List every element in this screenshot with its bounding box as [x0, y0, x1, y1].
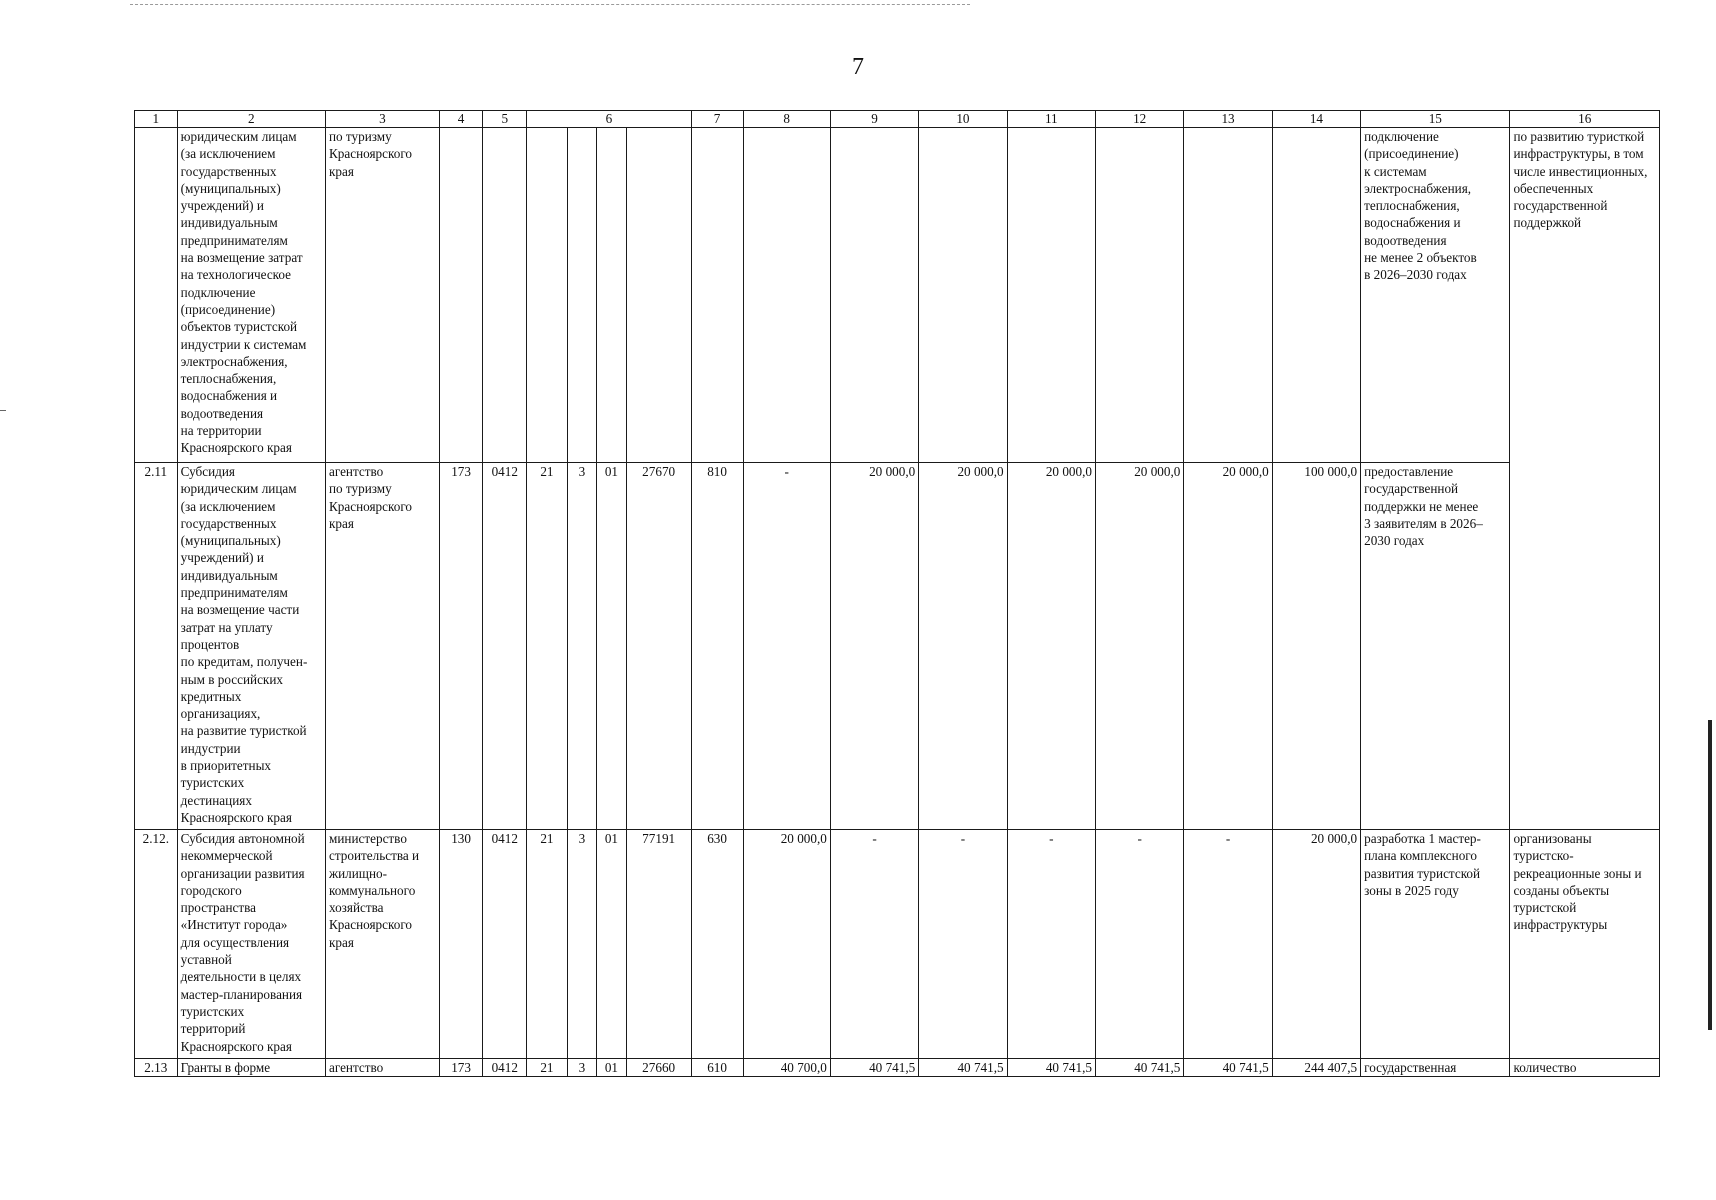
- column-number-row: [135, 111, 1660, 128]
- item-name: Субсидия автономной некоммерческой организации развития городского пространства «Институт города» для осуществления уставной деятельности в целях мастер-планирования туристских территорий Красноярского края: [177, 830, 325, 1059]
- expected-result: разработка 1 мастер- плана комплексного развития туристской зоны в 2025 году: [1361, 830, 1510, 1059]
- rzpr-code: 0412: [483, 463, 527, 830]
- amount-2029: 40 741,5: [1095, 1059, 1183, 1077]
- rzpr-code: 0412: [483, 1059, 527, 1077]
- vr-code: 810: [691, 463, 743, 830]
- amount-2025: 20 000,0: [743, 830, 830, 1059]
- column-number: 13: [1184, 111, 1272, 128]
- vr-code: [691, 128, 743, 463]
- amount-total: 20 000,0: [1272, 830, 1360, 1059]
- expected-result: подключение (присоединение) к системам электроснабжения, теплоснабжения, водоснабжения и водоотведения не менее 2 объектов в 2026–2030 годах: [1361, 128, 1510, 463]
- amount-2030: 40 741,5: [1184, 1059, 1272, 1077]
- amount-2026: 40 741,5: [830, 1059, 918, 1077]
- column-number: 10: [919, 111, 1007, 128]
- csr-code: 01: [597, 1059, 626, 1077]
- rzpr-code: 0412: [483, 830, 527, 1059]
- csr-code: 27660: [626, 1059, 691, 1077]
- budget-table: [134, 110, 1660, 1077]
- vr-code: 630: [691, 830, 743, 1059]
- item-name: Субсидия юридическим лицам (за исключением государственных (муниципальных) учреждений) и индивидуальным предпринимателям на возмещение части затрат на уплату процентов по кредитам, получен- ным в российских кредитных организациях, на развитие туристкой индустрии в приоритетных туристских дестинациях Красноярского края: [177, 463, 325, 830]
- scan-artifact-line: [130, 4, 970, 5]
- item-name: Гранты в форме: [177, 1059, 325, 1077]
- amount-2028: 20 000,0: [1007, 463, 1095, 830]
- amount-2028: [1007, 128, 1095, 463]
- csr-code: 01: [597, 463, 626, 830]
- amount-2029: 20 000,0: [1095, 463, 1183, 830]
- csr-code: [626, 128, 691, 463]
- column-number: 15: [1361, 111, 1510, 128]
- table-row: [135, 1059, 1660, 1077]
- rzpr-code: [483, 128, 527, 463]
- amount-2025: [743, 128, 830, 463]
- csr-code: 27670: [626, 463, 691, 830]
- table-row: [135, 830, 1660, 1059]
- column-number: 14: [1272, 111, 1360, 128]
- amount-2029: [1095, 128, 1183, 463]
- amount-2028: -: [1007, 830, 1095, 1059]
- column-number: 11: [1007, 111, 1095, 128]
- item-number: 2.11: [135, 463, 178, 830]
- column-number: 2: [177, 111, 325, 128]
- item-executor: агентство по туризму Красноярского края: [325, 463, 439, 830]
- expected-result: государственная: [1361, 1059, 1510, 1077]
- amount-total: 100 000,0: [1272, 463, 1360, 830]
- csr-code: 21: [527, 1059, 568, 1077]
- page-number: 7: [852, 54, 864, 80]
- column-number: 1: [135, 111, 178, 128]
- column-number: 8: [743, 111, 830, 128]
- csr-code: 3: [567, 1059, 596, 1077]
- item-number: 2.12.: [135, 830, 178, 1059]
- column-number: 6: [527, 111, 692, 128]
- amount-2027: 20 000,0: [919, 463, 1007, 830]
- table-row: [135, 463, 1660, 830]
- amount-2025: 40 700,0: [743, 1059, 830, 1077]
- column-number: 7: [691, 111, 743, 128]
- grbs-code: 173: [439, 1059, 483, 1077]
- expected-result: предоставление государственной поддержки не менее 3 заявителям в 2026– 2030 годах: [1361, 463, 1510, 830]
- csr-code: 3: [567, 830, 596, 1059]
- amount-2027: [919, 128, 1007, 463]
- indicator: организованы туристско- рекреационные зоны и созданы объекты туристской инфраструктуры: [1510, 830, 1660, 1059]
- csr-code: 21: [527, 830, 568, 1059]
- amount-2026: -: [830, 830, 918, 1059]
- amount-2025: -: [743, 463, 830, 830]
- amount-2026: [830, 128, 918, 463]
- vr-code: 610: [691, 1059, 743, 1077]
- indicator: по развитию туристкой инфраструктуры, в том числе инвестиционных, обеспеченных государственной поддержкой: [1510, 128, 1660, 830]
- column-number: 9: [830, 111, 918, 128]
- column-number: 3: [325, 111, 439, 128]
- grbs-code: [439, 128, 483, 463]
- scan-margin-bar: [1708, 720, 1712, 1030]
- grbs-code: 173: [439, 463, 483, 830]
- amount-2026: 20 000,0: [830, 463, 918, 830]
- amount-2030: [1184, 128, 1272, 463]
- amount-2028: 40 741,5: [1007, 1059, 1095, 1077]
- scan-margin-mark: [0, 410, 6, 411]
- csr-code: [527, 128, 568, 463]
- column-number: 4: [439, 111, 483, 128]
- item-number: [135, 128, 178, 463]
- item-executor: министерство строительства и жилищно- коммунального хозяйства Красноярского края: [325, 830, 439, 1059]
- csr-code: 77191: [626, 830, 691, 1059]
- table-row: [135, 128, 1660, 463]
- csr-code: [567, 128, 596, 463]
- amount-2030: -: [1184, 830, 1272, 1059]
- csr-code: 3: [567, 463, 596, 830]
- item-number: 2.13: [135, 1059, 178, 1077]
- grbs-code: 130: [439, 830, 483, 1059]
- column-number: 16: [1510, 111, 1660, 128]
- column-number: 12: [1095, 111, 1183, 128]
- indicator: количество: [1510, 1059, 1660, 1077]
- csr-code: 01: [597, 830, 626, 1059]
- amount-2029: -: [1095, 830, 1183, 1059]
- amount-2027: -: [919, 830, 1007, 1059]
- amount-total: [1272, 128, 1360, 463]
- csr-code: 21: [527, 463, 568, 830]
- csr-code: [597, 128, 626, 463]
- amount-total: 244 407,5: [1272, 1059, 1360, 1077]
- amount-2027: 40 741,5: [919, 1059, 1007, 1077]
- item-executor: по туризму Красноярского края: [325, 128, 439, 463]
- item-executor: агентство: [325, 1059, 439, 1077]
- item-name: юридическим лицам (за исключением государственных (муниципальных) учреждений) и индивидуальным предпринимателям на возмещение затрат на технологическое подключение (присоединение) объектов туристской индустрии к системам электроснабжения, теплоснабжения, водоснабжения и водоотведения на территории Красноярского края: [177, 128, 325, 463]
- column-number: 5: [483, 111, 527, 128]
- amount-2030: 20 000,0: [1184, 463, 1272, 830]
